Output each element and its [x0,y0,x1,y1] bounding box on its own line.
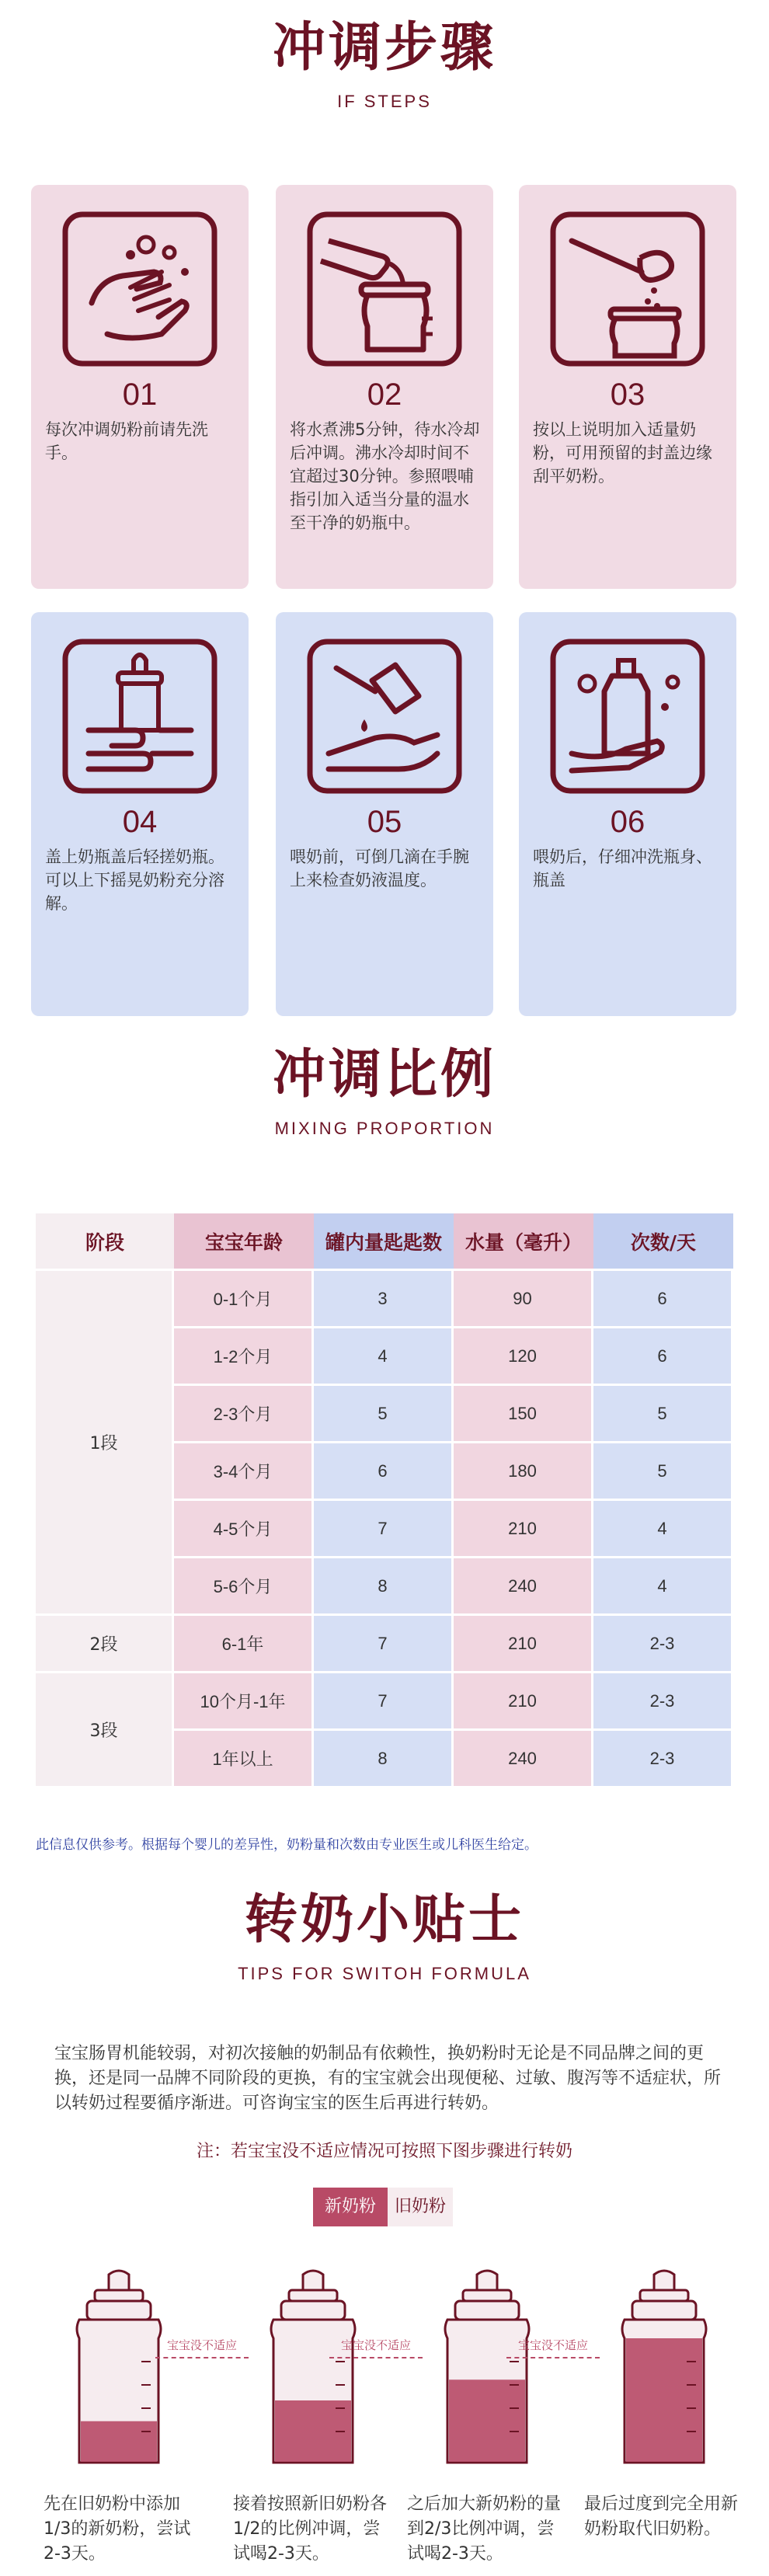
water-cell: 150 [454,1386,593,1443]
step-description: 将水煮沸5分钟，待水冷却后冲调。沸水冷却时间不宜超过30分钟。参照喂哺指引加入适当分量的温水至干净的奶瓶中。 [290,420,480,532]
age-cell: 0-1个月 [174,1271,314,1328]
age-cell: 2-3个月 [174,1386,314,1443]
add-powder-icon [548,210,707,368]
water-cell: 240 [454,1558,593,1616]
stage-cell: 1段 [36,1271,174,1616]
table-note: 此信息仅供参考。根据每个婴儿的差异性，奶粉量和次数由专业医生或儿科医生给定。 [36,1837,538,1853]
spoons-cell: 7 [314,1501,454,1558]
stage-cell: 3段 [36,1673,174,1788]
step-card-03 [519,185,736,589]
arrow-dashed-line [329,2357,423,2358]
table-row [36,1673,733,1731]
arrow-label: 宝宝没不适应 [340,2338,411,2352]
tips-note: 注：若宝宝没不适应情况可按照下图步骤进行转奶 [196,2142,572,2161]
age-cell: 4-5个月 [174,1501,314,1558]
spoons-cell: 8 [314,1558,454,1616]
mixing-title-block [0,1044,769,1139]
times-cell: 6 [593,1271,733,1328]
age-cell: 5-6个月 [174,1558,314,1616]
step-number: 04 [122,805,158,839]
header-stage: 阶段 [36,1213,174,1271]
step-description: 喂奶前，可倒几滴在手腕上来检查奶液温度。 [290,848,469,889]
age-cell: 6-1年 [174,1616,314,1673]
times-cell: 2-3 [593,1731,733,1788]
step-description: 按以上说明加入适量奶粉，可用预留的封盖边缘刮平奶粉。 [533,420,712,486]
step-description: 盖上奶瓶盖后轻搓奶瓶。可以上下摇晃奶粉充分溶解。 [45,848,224,913]
spoons-cell: 6 [314,1443,454,1501]
step-card-05 [276,612,493,1016]
steps-subtitle: IF STEPS [337,92,432,111]
steps-title-block [0,17,769,112]
formula-bottle [429,2268,545,2470]
water-cell: 210 [454,1673,593,1731]
formula-bottle [255,2268,371,2470]
spoons-cell: 5 [314,1386,454,1443]
bottle-caption: 最后过度到完全用新奶粉取代旧奶粉。 [584,2494,739,2539]
legend-old-formula: 旧奶粉 [388,2188,453,2226]
arrow-dashed-line [155,2357,249,2358]
tips-paragraph: 宝宝肠胃机能较弱，对初次接触的奶制品有依赖性，换奶粉时无论是不同品牌之间的更换，还是同一品牌不同阶段的更换，有的宝宝就会出现便秘、过敏、腹泻等不适症状，所以转奶过程要循序渐进。可咨询宝宝的医生后再进行转奶。 [54,2044,722,2113]
water-cell: 90 [454,1271,593,1328]
arrow-label: 宝宝没不适应 [517,2338,588,2352]
arrow-label: 宝宝没不适应 [166,2338,237,2352]
times-cell: 2-3 [593,1616,733,1673]
age-cell: 10个月-1年 [174,1673,314,1731]
spoons-cell: 4 [314,1328,454,1386]
spoons-cell: 3 [314,1271,454,1328]
spoons-cell: 7 [314,1673,454,1731]
table-row [36,1616,733,1673]
step-card-06 [519,612,736,1016]
spoons-cell: 8 [314,1731,454,1788]
header-times: 次数/天 [593,1213,733,1271]
water-cell: 120 [454,1328,593,1386]
step-number: 06 [610,805,645,839]
water-cell: 240 [454,1731,593,1788]
tips-subtitle: TIPS FOR SWITOH FORMULA [238,1964,531,1983]
times-cell: 2-3 [593,1673,733,1731]
age-cell: 1年以上 [174,1731,314,1788]
shake-bottle-icon [61,637,219,795]
steps-title: 冲调步骤 [272,17,496,78]
mixing-table [36,1213,733,1788]
test-temperature-icon [305,637,464,795]
clean-bottle-icon [548,637,707,795]
times-cell: 5 [593,1386,733,1443]
step-card-04 [31,612,249,1016]
header-age: 宝宝年龄 [174,1213,314,1271]
table-header-row [36,1213,733,1271]
age-cell: 1-2个月 [174,1328,314,1386]
step-card-02 [276,185,493,589]
formula-legend [313,2188,453,2226]
bottle-caption: 接着按照新旧奶粉各1/2的比例冲调，尝试喝2-3天。 [233,2494,388,2564]
mixing-title: 冲调比例 [272,1044,496,1105]
mixing-subtitle: MIXING PROPORTION [274,1119,495,1138]
tips-title: 转奶小贴士 [244,1889,524,1951]
water-cell: 210 [454,1501,593,1558]
times-cell: 6 [593,1328,733,1386]
times-cell: 5 [593,1443,733,1501]
bottle-caption: 先在旧奶粉中添加1/3的新奶粉，尝试2-3天。 [43,2494,191,2564]
age-cell: 3-4个月 [174,1443,314,1501]
step-description: 每次冲调奶粉前请先洗手。 [45,420,208,462]
formula-bottle [606,2268,722,2470]
header-spoons: 罐内量匙匙数 [314,1213,454,1271]
stage-cell: 2段 [36,1616,174,1673]
step-number: 03 [610,378,645,412]
step-card-01 [31,185,249,589]
hand-wash-icon [61,210,219,368]
step-description: 喂奶后，仔细冲洗瓶身、瓶盖 [533,848,712,889]
water-cell: 180 [454,1443,593,1501]
header-water: 水量（毫升） [454,1213,593,1271]
times-cell: 4 [593,1558,733,1616]
spoons-cell: 7 [314,1616,454,1673]
water-cell: 210 [454,1616,593,1673]
step-number: 01 [122,378,158,412]
formula-bottle [61,2268,177,2470]
arrow-dashed-line [506,2357,600,2358]
step-number: 05 [367,805,402,839]
pour-water-icon [305,210,464,368]
tips-title-block [0,1889,769,1984]
legend-new-formula: 新奶粉 [313,2188,388,2226]
table-row [36,1271,733,1328]
bottle-caption: 之后加大新奶粉的量到2/3比例冲调，尝试喝2-3天。 [407,2494,562,2564]
times-cell: 4 [593,1501,733,1558]
step-number: 02 [367,378,402,412]
